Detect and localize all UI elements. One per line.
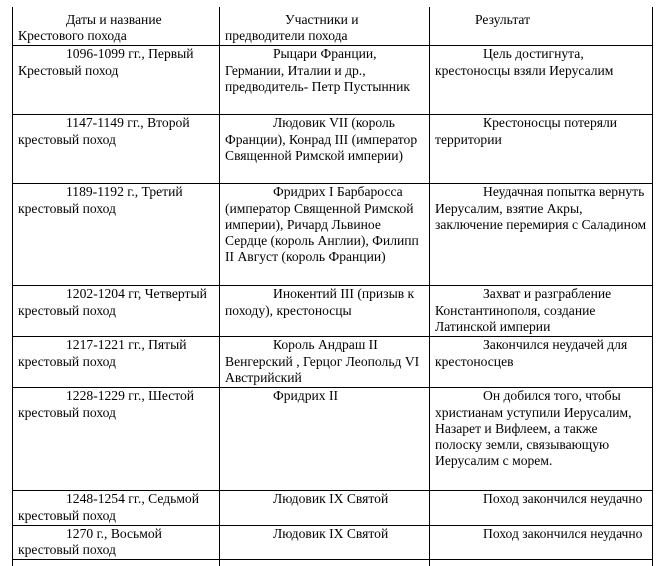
table-row	[13, 491, 653, 525]
header-result: Результат	[430, 7, 653, 46]
row-result: Цель достигнута, крестоносцы взяли Иерусалим	[430, 46, 653, 115]
cut-cell	[430, 560, 653, 566]
table-row	[13, 525, 653, 559]
row-participants: Людовик VII (король Франции), Конрад III (император Священной Римской империи)	[220, 115, 430, 184]
row-participants: Людовик IX Святой	[220, 525, 430, 559]
row-participants: Рыцари Франции, Германии, Италии и др., предводитель- Петр Пустынник	[220, 46, 430, 115]
table-header	[13, 7, 653, 46]
row-participants: Инокентий III (призыв к походу), крестоносцы	[220, 286, 430, 337]
header-date-name: Даты и название Крестового похода	[13, 7, 220, 46]
row-participants: Людовик IX Святой	[220, 491, 430, 525]
row-date: 1202-1204 гг, Четвертый крестовый поход	[13, 286, 220, 337]
row-date: 1096-1099 гг., Первый Крестовый поход	[13, 46, 220, 115]
table-row	[13, 388, 653, 491]
cut-cell	[220, 560, 430, 566]
row-result: Закончился неудачей для крестоносцев	[430, 337, 653, 388]
table-row	[13, 337, 653, 388]
row-date: 1217-1221 гг., Пятый крестовый поход	[13, 337, 220, 388]
row-participants: Фридрих II	[220, 388, 430, 491]
table-row-cut	[13, 560, 653, 566]
crusades-table	[12, 7, 653, 566]
row-result: Захват и разграбление Константинополя, создание Латинской империи	[430, 286, 653, 337]
table-row	[13, 115, 653, 184]
table-row	[13, 46, 653, 115]
row-result: Поход закончился неудачно	[430, 491, 653, 525]
table-row	[13, 184, 653, 286]
document-page	[12, 7, 654, 566]
row-participants: Фридрих I Барбаросса (император Священной Римской империи), Ричард Львиное Сердце (король Англии), Филипп II Август (король Франции)	[220, 184, 430, 286]
row-date: 1147-1149 гг., Второй крестовый поход	[13, 115, 220, 184]
table-body	[13, 46, 653, 566]
cut-cell	[13, 560, 220, 566]
header-participants: Участники и предводители похода	[220, 7, 430, 46]
table-row	[13, 286, 653, 337]
row-result: Он добился того, чтобы христианам уступили Иерусалим, Назарет и Вифлеем, а также полоску земли, связывающую Иерусалим с морем.	[430, 388, 653, 491]
row-result: Неудачная попытка вернуть Иерусалим, взятие Акры, заключение перемирия с Саладином	[430, 184, 653, 286]
row-date: 1270 г., Восьмой крестовый поход	[13, 525, 220, 559]
header-row	[13, 7, 653, 46]
row-date: 1248-1254 гг., Седьмой крестовый поход	[13, 491, 220, 525]
row-result: Крестоносцы потеряли территории	[430, 115, 653, 184]
row-participants: Король Андраш II Венгерский , Герцог Леопольд VI Австрийский	[220, 337, 430, 388]
row-date: 1228-1229 гг., Шестой крестовый поход	[13, 388, 220, 491]
row-result: Поход закончился неудачно	[430, 525, 653, 559]
row-date: 1189-1192 г., Третий крестовый поход	[13, 184, 220, 286]
